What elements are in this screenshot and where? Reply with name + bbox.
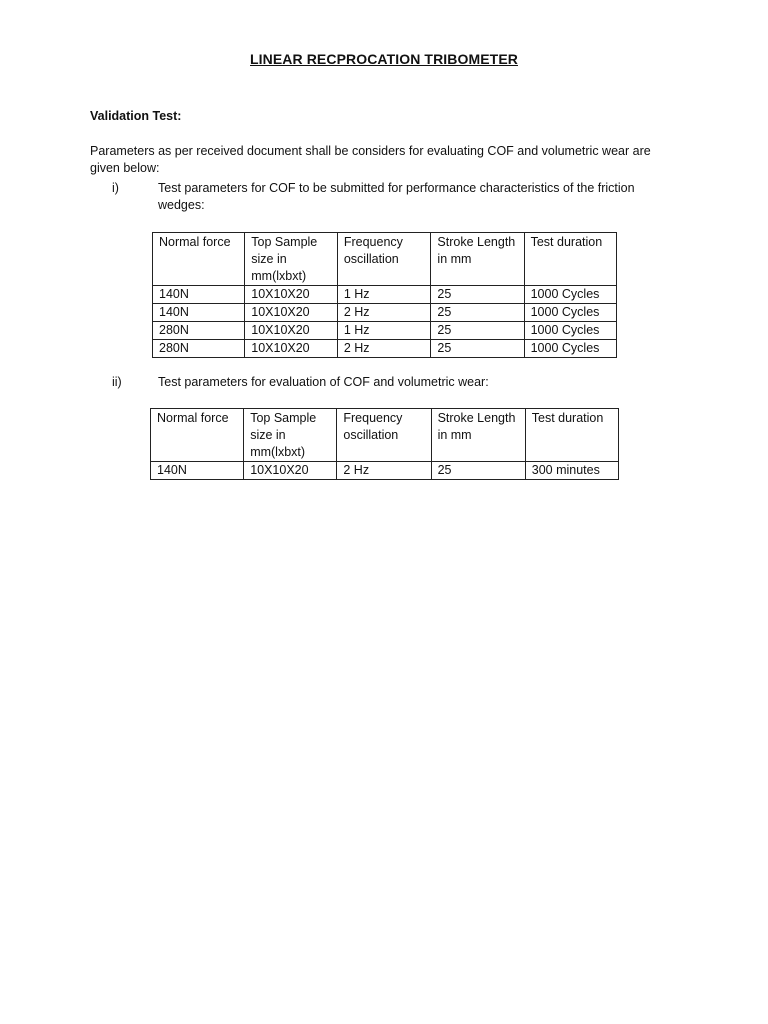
table-cell: 1000 Cycles [524, 286, 616, 304]
intro-paragraph: Parameters as per received document shall be considers for evaluating COF and volumetric wear are given below: [90, 144, 651, 175]
table-cell: 1000 Cycles [524, 322, 616, 340]
table-cell: 25 [431, 322, 524, 340]
wear-parameters-table [150, 408, 619, 480]
header-frequency: Frequency oscillation [337, 409, 431, 462]
header-normal-force: Normal force [151, 409, 244, 462]
table-cell: 25 [431, 340, 524, 358]
table-cell: 140N [151, 462, 244, 480]
table-row [153, 286, 617, 304]
table-cell: 2 Hz [337, 304, 431, 322]
table-row [153, 304, 617, 322]
table-cell: 300 minutes [525, 462, 618, 480]
table-cell: 280N [153, 340, 245, 358]
table-row [153, 340, 617, 358]
table-cell: 280N [153, 322, 245, 340]
list-item-text: Test parameters for COF to be submitted for performance characteristics of the friction wedges: [158, 181, 635, 212]
header-top-sample-size: Top Sample size in mm(lxbxt) [244, 409, 337, 462]
table-cell: 25 [431, 304, 524, 322]
header-frequency: Frequency oscillation [337, 233, 431, 286]
header-stroke-length: Stroke Length in mm [431, 409, 525, 462]
list-item-number: ii) [112, 375, 122, 389]
table-cell: 1 Hz [337, 286, 431, 304]
list-item-text: Test parameters for evaluation of COF and volumetric wear: [158, 375, 489, 389]
table-cell: 10X10X20 [245, 340, 338, 358]
table-cell: 25 [431, 286, 524, 304]
header-stroke-length: Stroke Length in mm [431, 233, 524, 286]
table-row [153, 322, 617, 340]
table-cell: 1000 Cycles [524, 340, 616, 358]
table-cell: 25 [431, 462, 525, 480]
header-top-sample-size: Top Sample size in mm(lxbxt) [245, 233, 338, 286]
table-cell: 1 Hz [337, 322, 431, 340]
header-test-duration: Test duration [524, 233, 616, 286]
section-heading: Validation Test: [90, 109, 182, 123]
table-header-row [151, 409, 619, 462]
table-cell: 2 Hz [337, 462, 431, 480]
table-cell: 10X10X20 [244, 462, 337, 480]
cof-parameters-table [152, 232, 617, 358]
table-cell: 1000 Cycles [524, 304, 616, 322]
table-cell: 2 Hz [337, 340, 431, 358]
table-cell: 10X10X20 [245, 286, 338, 304]
header-normal-force: Normal force [153, 233, 245, 286]
list-item-number: i) [112, 181, 119, 195]
table-row [151, 462, 619, 480]
header-test-duration: Test duration [525, 409, 618, 462]
table-header-row [153, 233, 617, 286]
table-cell: 10X10X20 [245, 304, 338, 322]
table-cell: 140N [153, 286, 245, 304]
table-cell: 10X10X20 [245, 322, 338, 340]
table-cell: 140N [153, 304, 245, 322]
document-title: LINEAR RECPROCATION TRIBOMETER [250, 51, 518, 67]
